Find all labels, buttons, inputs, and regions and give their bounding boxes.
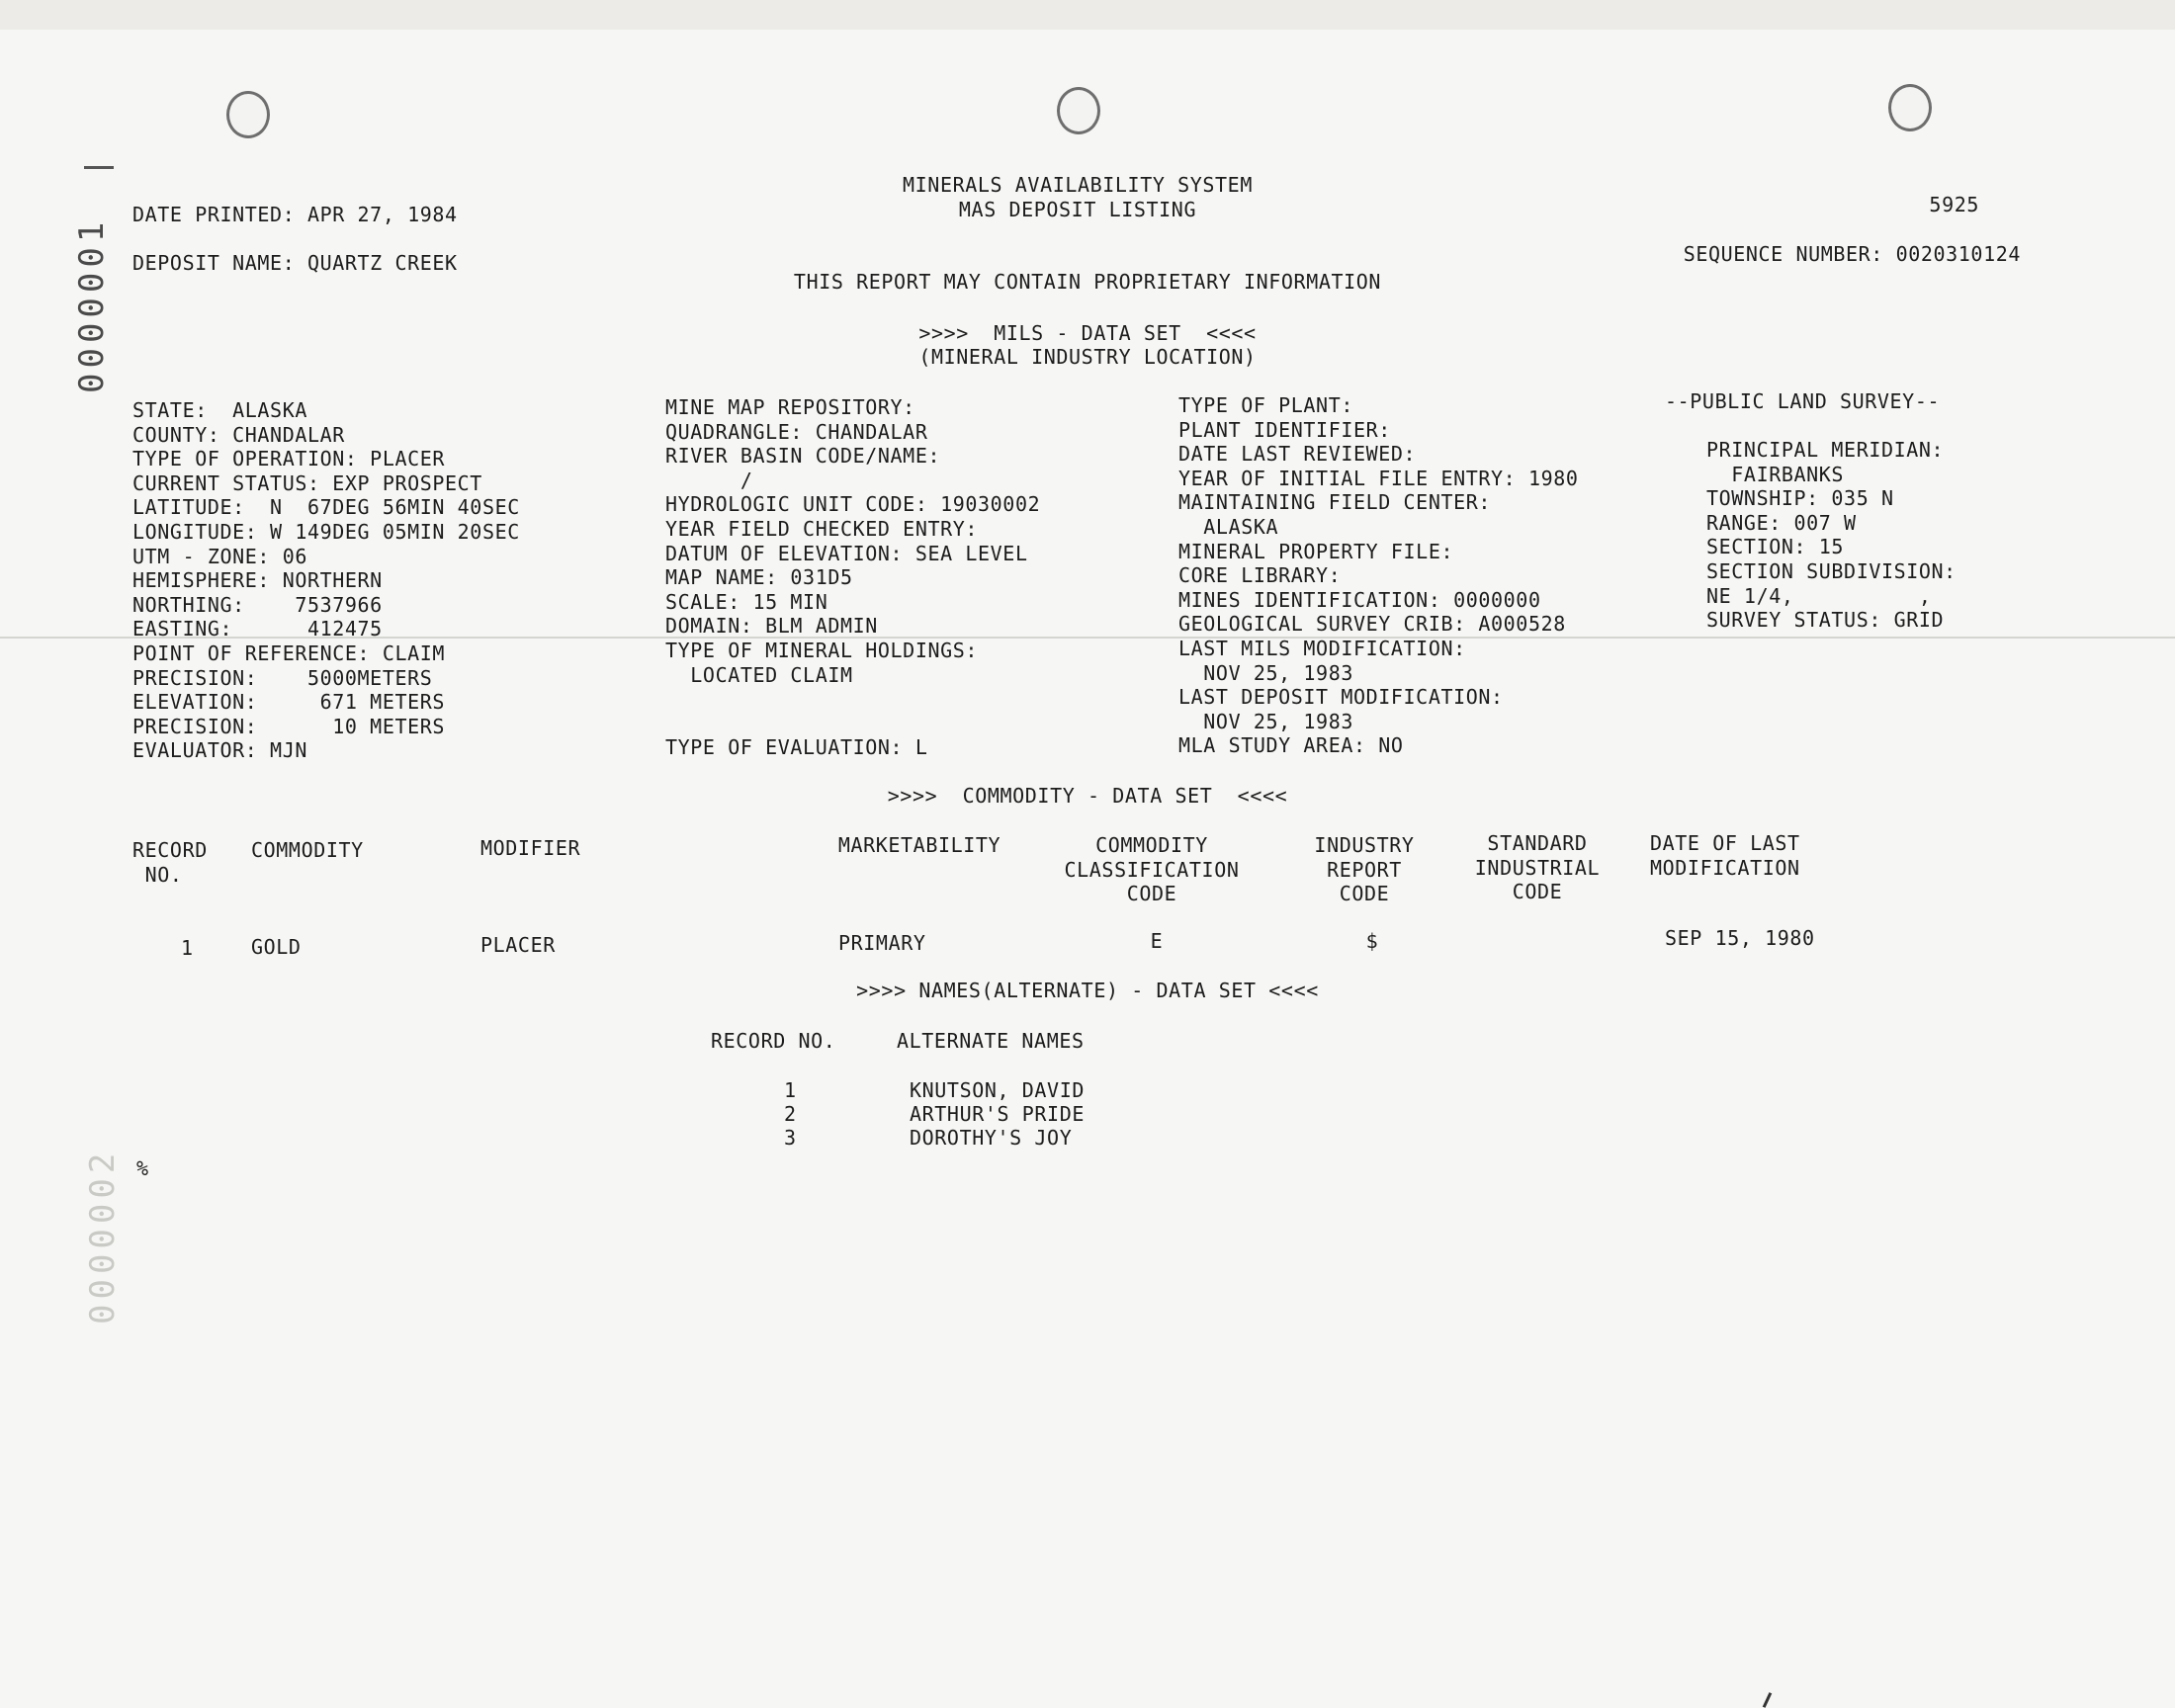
field-range: RANGE: 007 W — [1706, 510, 1857, 535]
field-core-library: CORE LIBRARY: — [1178, 563, 1342, 588]
system-title: MINERALS AVAILABILITY SYSTEM — [903, 173, 1253, 197]
field-geological-survey-crib: GEOLOGICAL SURVEY CRIB: A000528 — [1178, 612, 1566, 637]
binder-hole-left — [226, 91, 270, 138]
field-type-of-operation: TYPE OF OPERATION: PLACER — [132, 447, 446, 471]
field-easting: EASTING: 412475 — [132, 617, 383, 641]
commodity-heading: >>>> COMMODITY - DATA SET <<<< — [887, 784, 1288, 808]
mils-heading: >>>> MILS - DATA SET <<<< — [918, 321, 1257, 345]
field-state: STATE: ALASKA — [132, 398, 307, 422]
field-section-subdivision-value: NE 1/4, , — [1706, 583, 1932, 608]
film-id-stamp-faint: 0000002 — [83, 1148, 123, 1324]
film-id-stamp: 0000001 — [72, 216, 112, 393]
commodity-date: SEP 15, 1980 — [1665, 926, 1815, 950]
field-year-initial-entry: YEAR OF INITIAL FILE ENTRY: 1980 — [1178, 466, 1579, 490]
names-record-no: 2 — [784, 1102, 797, 1126]
field-northing: NORTHING: 7537966 — [132, 592, 383, 617]
field-last-mils-modification: LAST MILS MODIFICATION: — [1178, 637, 1466, 660]
field-latitude: LATITUDE: N 67DEG 56MIN 40SEC — [132, 495, 520, 520]
header-date-of-last-modification: DATE OF LAST MODIFICATION — [1650, 831, 1800, 880]
field-maintaining-center: MAINTAINING FIELD CENTER: — [1178, 490, 1492, 515]
field-last-deposit-modification: LAST DEPOSIT MODIFICATION: — [1178, 685, 1504, 710]
names-alternate-header: ALTERNATE NAMES — [897, 1029, 1085, 1053]
field-map-name: MAP NAME: 031D5 — [665, 565, 853, 590]
field-survey-status: SURVEY STATUS: GRID — [1706, 608, 1945, 633]
field-river-basin-value: / — [665, 468, 753, 492]
field-evaluator: EVALUATOR: MJN — [132, 738, 307, 763]
commodity-name: GOLD — [251, 935, 302, 959]
commodity-classification-code: E — [1150, 929, 1164, 953]
header-record-no: RECORD NO. — [132, 838, 208, 887]
field-section-subdivision: SECTION SUBDIVISION: — [1706, 559, 1957, 583]
field-domain: DOMAIN: BLM ADMIN — [665, 614, 878, 639]
field-quadrangle: QUADRANGLE: CHANDALAR — [665, 419, 928, 444]
field-principal-meridian-value: FAIRBANKS — [1706, 462, 1845, 486]
field-township: TOWNSHIP: 035 N — [1706, 486, 1894, 511]
field-hemisphere: HEMISPHERE: NORTHERN — [132, 568, 383, 593]
alternate-name: ARTHUR'S PRIDE — [910, 1102, 1085, 1126]
commodity-modifier: PLACER — [480, 933, 556, 957]
margin-tick — [84, 166, 114, 169]
end-of-record-mark: % — [136, 1156, 149, 1180]
field-section: SECTION: 15 — [1706, 535, 1845, 559]
field-date-last-reviewed: DATE LAST REVIEWED: — [1178, 442, 1417, 467]
commodity-record-no: 1 — [181, 936, 194, 960]
field-maintaining-center-value: ALASKA — [1178, 515, 1279, 539]
field-mine-map-repository: MINE MAP REPOSITORY: — [665, 395, 915, 419]
header-commodity: COMMODITY — [251, 838, 364, 862]
field-county: COUNTY: CHANDALAR — [132, 422, 345, 447]
header-commodity-classification: COMMODITY CLASSIFICATION CODE — [1064, 833, 1240, 906]
field-type-of-mineral-holdings: TYPE OF MINERAL HOLDINGS: — [665, 639, 979, 662]
header-standard-industrial-code: STANDARD INDUSTRIAL CODE — [1474, 831, 1601, 904]
header-industry-report-code: INDUSTRY REPORT CODE — [1314, 833, 1415, 906]
header-modifier: MODIFIER — [480, 836, 581, 860]
field-elevation: ELEVATION: 671 METERS — [132, 690, 446, 715]
field-plant-identifier: PLANT IDENTIFIER: — [1178, 417, 1391, 442]
deposit-name: DEPOSIT NAME: QUARTZ CREEK — [132, 251, 458, 275]
mils-subheading: (MINERAL INDUSTRY LOCATION) — [918, 345, 1257, 369]
sequence-number: SEQUENCE NUMBER: 0020310124 — [1683, 242, 2021, 266]
field-longitude: LONGITUDE: W 149DEG 05MIN 20SEC — [132, 520, 520, 544]
names-record-no-header: RECORD NO. — [711, 1029, 836, 1053]
names-record-no: 1 — [784, 1078, 797, 1102]
date-printed: DATE PRINTED: APR 27, 1984 — [132, 203, 458, 226]
names-record-no: 3 — [784, 1126, 797, 1150]
header-marketability: MARKETABILITY — [837, 833, 1001, 857]
field-type-of-plant: TYPE OF PLANT: — [1178, 393, 1353, 417]
commodity-marketability: PRIMARY — [838, 931, 926, 955]
field-point-of-reference: POINT OF REFERENCE: CLAIM — [132, 641, 446, 665]
field-river-basin: RIVER BASIN CODE/NAME: — [665, 444, 941, 469]
field-hydrologic-unit-code: HYDROLOGIC UNIT CODE: 19030002 — [665, 492, 1041, 517]
field-last-mils-modification-date: NOV 25, 1983 — [1178, 660, 1353, 685]
binder-hole-right — [1888, 84, 1932, 131]
field-datum-of-elevation: DATUM OF ELEVATION: SEA LEVEL — [665, 541, 1028, 565]
field-mineral-holdings-value: LOCATED CLAIM — [665, 662, 853, 687]
field-current-status: CURRENT STATUS: EXP PROSPECT — [132, 470, 482, 495]
proprietary-notice: THIS REPORT MAY CONTAIN PROPRIETARY INFORMATION — [793, 270, 1382, 294]
field-year-field-checked: YEAR FIELD CHECKED ENTRY: — [665, 517, 979, 541]
public-land-survey-heading: --PUBLIC LAND SURVEY-- — [1665, 389, 1941, 413]
field-mla-study-area: MLA STUDY AREA: NO — [1178, 733, 1404, 758]
alternate-name: KNUTSON, DAVID — [910, 1078, 1085, 1102]
page-number: 5925 — [1929, 193, 1979, 216]
field-mines-identification: MINES IDENTIFICATION: 0000000 — [1178, 587, 1541, 612]
binder-hole-center — [1057, 87, 1100, 134]
field-precision-elevation: PRECISION: 10 METERS — [132, 714, 446, 738]
field-type-of-evaluation: TYPE OF EVALUATION: L — [665, 735, 928, 760]
field-last-deposit-modification-date: NOV 25, 1983 — [1178, 709, 1353, 733]
listing-title: MAS DEPOSIT LISTING — [958, 198, 1197, 221]
field-scale: SCALE: 15 MIN — [665, 589, 828, 614]
field-utm-zone: UTM - ZONE: 06 — [132, 544, 307, 568]
field-principal-meridian: PRINCIPAL MERIDIAN: — [1706, 438, 1945, 462]
alternate-name: DOROTHY'S JOY — [910, 1126, 1073, 1150]
commodity-industry-code: $ — [1365, 929, 1379, 953]
field-mineral-property-file: MINERAL PROPERTY FILE: — [1178, 539, 1454, 563]
field-precision-location: PRECISION: 5000METERS — [132, 665, 433, 690]
names-heading: >>>> NAMES(ALTERNATE) - DATA SET <<<< — [856, 979, 1319, 1002]
